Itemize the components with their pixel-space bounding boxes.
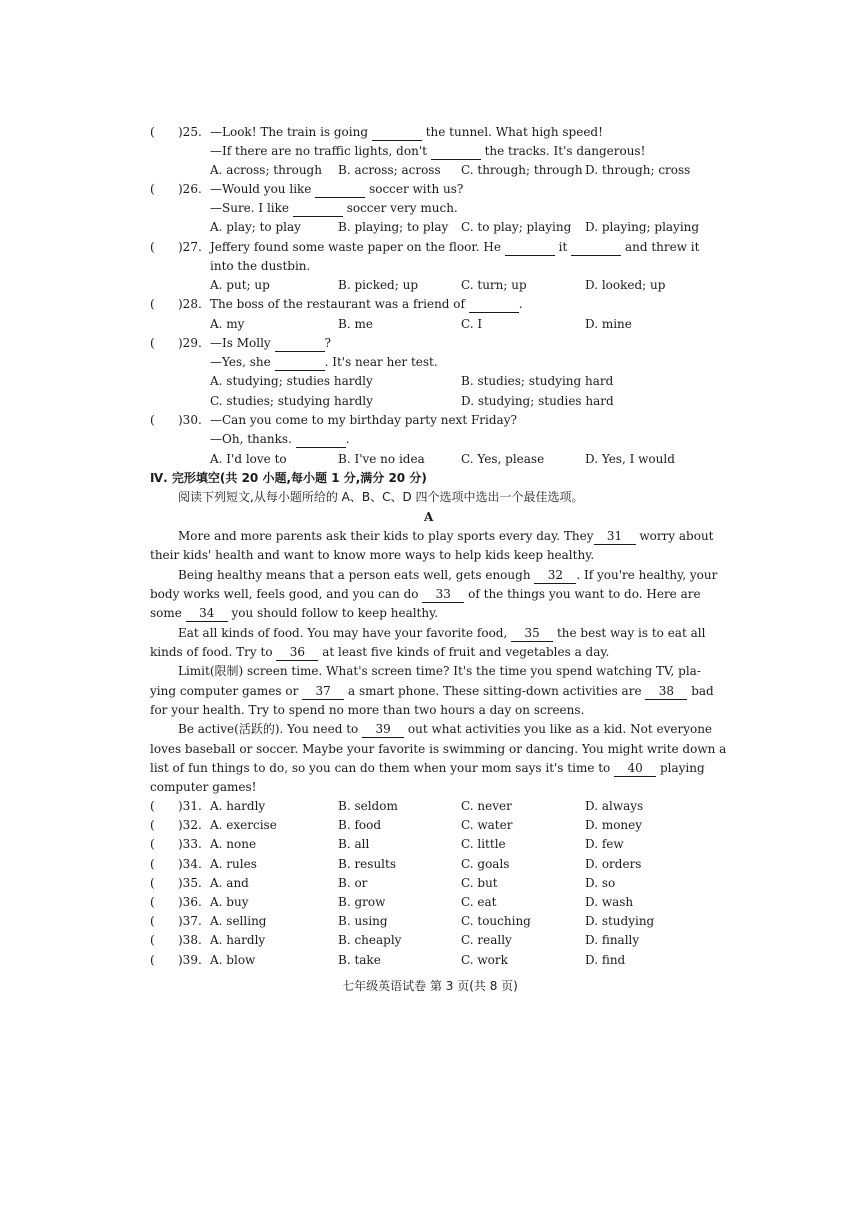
choice-c: C. but	[461, 875, 498, 890]
answer-paren: (	[150, 895, 155, 909]
choice-a: A. studying; studies hardly	[210, 374, 373, 388]
choice-d: D. looked; up	[585, 278, 666, 292]
passage-line: Limit(限制) screen time. What's screen time? It's the time you spend watching TV, pla-	[178, 664, 701, 678]
choice-d: D. wash	[585, 895, 634, 909]
question-stem: The boss of the restaurant was a friend of .	[210, 297, 523, 311]
choice-d: D. find	[585, 952, 626, 967]
answer-paren: (	[150, 297, 155, 311]
choice-d: D. playing; playing	[585, 220, 700, 234]
blank-number: 37	[302, 683, 344, 700]
choice-b: B. me	[338, 317, 373, 331]
choice-c: C. turn; up	[461, 278, 527, 292]
choice-a: A. none	[210, 837, 257, 852]
choice-b: B. grow	[338, 895, 386, 909]
choice-a: A. put; up	[210, 278, 270, 292]
choice-d: D. studying	[585, 914, 655, 929]
answer-paren: (	[150, 856, 155, 871]
choice-d: D. studying; studies hard	[461, 394, 614, 408]
choice-a: A. my	[210, 317, 245, 331]
answer-paren: (	[150, 182, 155, 196]
choice-c: C. studies; studying hardly	[210, 394, 373, 408]
blank	[275, 354, 325, 371]
answer-paren: (	[150, 952, 155, 967]
blank-number: 32	[534, 567, 576, 584]
choice-a: A. I'd love to	[210, 452, 287, 466]
blank	[372, 124, 422, 141]
passage-line: Be active(活跃的). You need to 39 out what activities you like as a kid. Not everyone	[178, 722, 713, 736]
passage-line: More and more parents ask their kids to play sports every day. They 31 worry about	[178, 529, 714, 543]
blank-number: 39	[362, 721, 404, 738]
answer-paren: (	[150, 837, 155, 852]
blank-number: 40	[614, 760, 656, 777]
choice-a: A. play; to play	[210, 220, 301, 234]
answer-paren: (	[150, 818, 155, 833]
choice-a: A. rules	[210, 856, 257, 871]
question-stem: Jeffery found some waste paper on the floor. He it and threw it	[210, 240, 700, 254]
blank	[469, 296, 519, 313]
question-number: )38.	[178, 933, 202, 948]
choice-d: D. orders	[585, 856, 642, 871]
blank-number: 31	[594, 528, 636, 545]
choice-c: C. eat	[461, 895, 497, 909]
question-stem: —Can you come to my birthday party next Friday?	[210, 413, 517, 427]
question-number: )28.	[178, 297, 202, 311]
blank-number: 34	[186, 605, 228, 622]
choice-a: A. across; through	[210, 163, 322, 177]
choice-d: D. through; cross	[585, 163, 691, 177]
question-number: )25.	[178, 125, 202, 139]
choice-c: C. really	[461, 933, 512, 948]
choice-b: B. using	[338, 914, 388, 929]
blank	[293, 200, 343, 217]
passage-line: list of fun things to do, so you can do them when your mom says it's time to 40 playing	[150, 761, 705, 775]
choice-c: C. little	[461, 837, 506, 852]
passage-line: ying computer games or 37 a smart phone. These sitting-down activities are 38 bad	[150, 684, 714, 698]
question-27-line-2: into the dustbin.	[210, 259, 311, 273]
answer-paren: (	[150, 799, 155, 813]
question-29-line-2: —Yes, she . It's near her test.	[210, 355, 438, 369]
blank-number: 33	[422, 586, 464, 603]
answer-paren: (	[150, 914, 155, 929]
choice-d: D. finally	[585, 933, 640, 948]
choice-b: B. seldom	[338, 799, 398, 813]
question-stem: —Is Molly ?	[210, 336, 331, 350]
passage-line: computer games!	[150, 780, 257, 794]
passage-line: kinds of food. Try to 36 at least five kinds of fruit and vegetables a day.	[150, 645, 610, 659]
blank	[275, 335, 325, 352]
question-26-line-2: —Sure. I like soccer very much.	[210, 201, 458, 215]
passage-line: some 34 you should follow to keep healthy.	[150, 606, 439, 620]
answer-paren: (	[150, 413, 155, 427]
choice-c: C. to play; playing	[461, 220, 572, 234]
answer-paren: (	[150, 875, 155, 890]
choice-b: B. playing; to play	[338, 220, 449, 234]
question-number: )30.	[178, 413, 202, 427]
choice-a: A. hardly	[210, 799, 266, 813]
choice-a: A. hardly	[210, 933, 266, 948]
passage-line: their kids' health and want to know more ways to help kids keep healthy.	[150, 548, 595, 562]
choice-b: B. cheaply	[338, 933, 402, 948]
passage-label: A	[424, 510, 434, 524]
choice-c: C. never	[461, 799, 512, 813]
blank-number: 36	[276, 644, 318, 661]
choice-b: B. results	[338, 856, 396, 871]
choice-d: D. money	[585, 818, 643, 833]
choice-b: B. I've no idea	[338, 452, 425, 466]
section-heading: Ⅳ. 完形填空(共 20 小题,每小题 1 分,满分 20 分)	[150, 471, 427, 485]
choice-a: A. and	[210, 875, 249, 890]
choice-d: D. always	[585, 799, 644, 813]
passage-line: loves baseball or soccer. Maybe your favorite is swimming or dancing. You might write down a	[150, 742, 727, 756]
question-25-line-2: —If there are no traffic lights, don't the tracks. It's dangerous!	[210, 144, 646, 158]
blank	[296, 431, 346, 448]
blank	[505, 239, 555, 256]
choice-c: C. work	[461, 952, 508, 967]
choice-b: B. picked; up	[338, 278, 419, 292]
question-stem: —Look! The train is going the tunnel. What high speed!	[210, 125, 603, 139]
question-number: )33.	[178, 837, 202, 852]
choice-d: D. mine	[585, 317, 632, 331]
question-number: )27.	[178, 240, 202, 254]
question-number: )32.	[178, 818, 202, 833]
choice-b: B. or	[338, 875, 368, 890]
choice-a: A. buy	[210, 895, 249, 909]
choice-b: B. food	[338, 818, 382, 833]
question-number: )29.	[178, 336, 202, 350]
question-number: )39.	[178, 952, 202, 967]
question-number: )37.	[178, 914, 202, 929]
question-number: )35.	[178, 875, 202, 890]
choice-c: C. water	[461, 818, 513, 833]
question-number: )31.	[178, 799, 202, 813]
blank	[431, 143, 481, 160]
blank	[571, 239, 621, 256]
answer-paren: (	[150, 336, 155, 350]
choice-b: B. across; across	[338, 163, 441, 177]
choice-c: C. I	[461, 317, 483, 331]
choice-c: C. touching	[461, 914, 531, 929]
choice-b: B. all	[338, 837, 370, 852]
choice-c: C. Yes, please	[461, 452, 545, 466]
choice-c: C. goals	[461, 856, 510, 871]
choice-a: A. exercise	[210, 818, 277, 833]
choice-d: D. so	[585, 875, 616, 890]
answer-paren: (	[150, 933, 155, 948]
answer-paren: (	[150, 240, 155, 254]
choice-c: C. through; through	[461, 163, 583, 177]
passage-line: Being healthy means that a person eats well, gets enough 32 . If you're healthy, your	[178, 568, 718, 582]
choice-b: B. studies; studying hard	[461, 374, 614, 388]
blank-number: 35	[511, 625, 553, 642]
blank	[315, 181, 365, 198]
question-30-line-2: —Oh, thanks. .	[210, 432, 350, 446]
answer-paren: (	[150, 125, 155, 139]
passage-line: Eat all kinds of food. You may have your favorite food, 35 the best way is to eat all	[178, 626, 706, 640]
question-number: )34.	[178, 856, 202, 871]
choice-a: A. selling	[210, 914, 267, 929]
section-instruction: 阅读下列短文,从每小题所给的 A、B、C、D 四个选项中选出一个最佳选项。	[178, 490, 584, 504]
question-number: )36.	[178, 895, 202, 909]
passage-line: for your health. Try to spend no more than two hours a day on screens.	[150, 703, 585, 717]
passage-line: body works well, feels good, and you can do 33 of the things you want to do. Here are	[150, 587, 701, 601]
choice-b: B. take	[338, 952, 381, 967]
page-footer: 七年级英语试卷 第 3 页(共 8 页)	[342, 979, 518, 993]
question-number: )26.	[178, 182, 202, 196]
question-stem: —Would you like soccer with us?	[210, 182, 464, 196]
blank-number: 38	[645, 683, 687, 700]
choice-d: D. Yes, I would	[585, 452, 675, 466]
choice-a: A. blow	[210, 952, 256, 967]
choice-d: D. few	[585, 837, 624, 852]
